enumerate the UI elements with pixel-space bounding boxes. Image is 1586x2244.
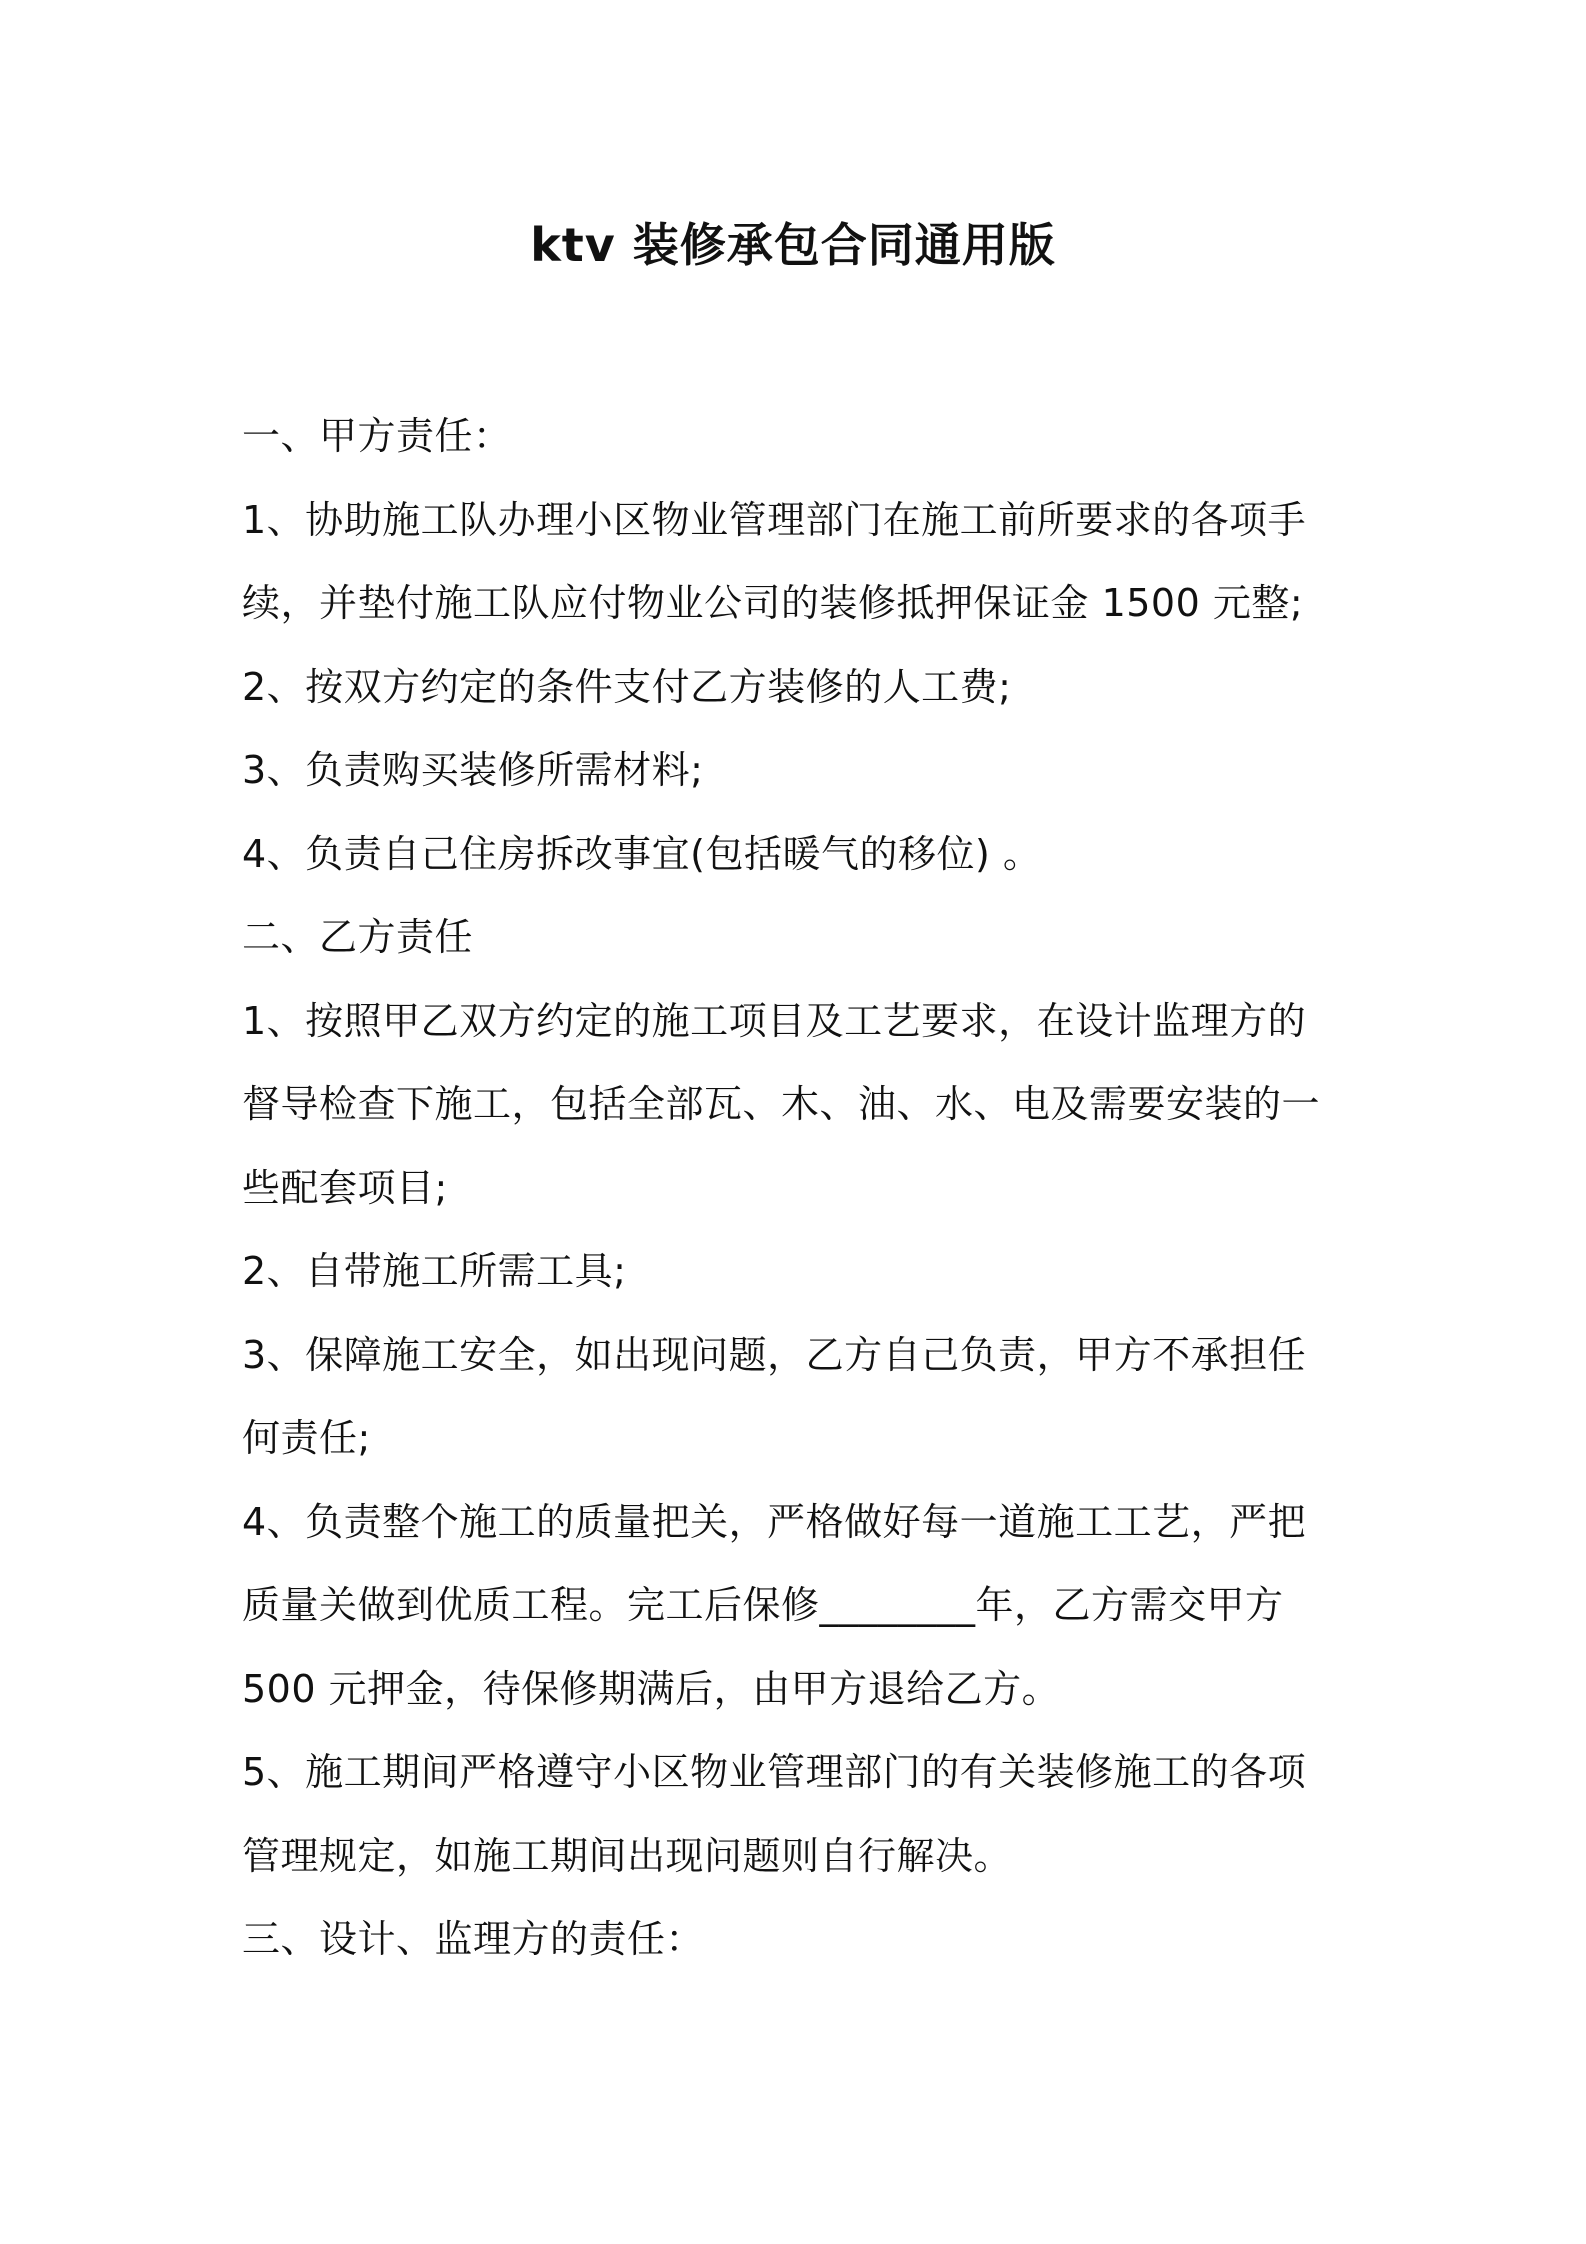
section-heading-party-b: 二、乙方责任 [242,915,474,959]
text-line: 1、协助施工队办理小区物业管理部门在施工前所要求的各项手 [242,497,1307,542]
text-line: 5、施工期间严格遵守小区物业管理部门的有关装修施工的各项 [242,1750,1307,1794]
text-line: 4、负责自己住房拆改事宜(包括暖气的移位) 。 [242,831,1042,876]
document-title: ktv 装修承包合同通用版 [530,218,1056,272]
text-line: 3、负责购买装修所需材料; [242,748,704,792]
text-line: 4、负责整个施工的质量把关，严格做好每一道施工工艺，严把 [242,1499,1307,1544]
text-line: 管理规定，如施工期间出现问题则自行解决。 [242,1833,1013,1878]
text-line: 质量关做到优质工程。完工后保修________年，乙方需交甲方 [242,1583,1284,1627]
text-line: 何责任; [242,1416,371,1460]
text-line: 续，并垫付施工队应付物业公司的装修抵押保证金 1500 元整; [242,581,1304,625]
text-line: 500 元押金，待保修期满后，由甲方退给乙方。 [242,1666,1061,1711]
text-line: 1、按照甲乙双方约定的施工项目及工艺要求，在设计监理方的 [242,998,1307,1043]
text-line: 3、保障施工安全，如出现问题，乙方自己负责，甲方不承担任 [242,1332,1307,1377]
text-line: 督导检查下施工，包括全部瓦、木、油、水、电及需要安装的一 [242,1082,1321,1126]
document-body [242,395,1362,1982]
section-heading-supervisor: 三、设计、监理方的责任： [242,1917,705,1961]
text-line: 2、按双方约定的条件支付乙方装修的人工费; [242,664,1012,709]
section-heading-party-a: 一、甲方责任： [242,414,512,458]
text-line: 些配套项目; [242,1165,448,1210]
text-line: 2、自带施工所需工具; [242,1249,627,1293]
